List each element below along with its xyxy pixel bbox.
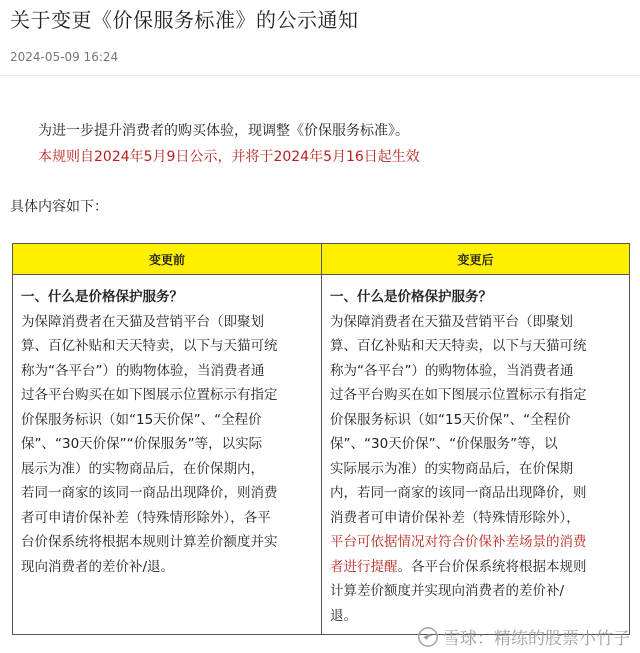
after-highlight-text: 者进行提醒 (330, 558, 398, 575)
snowball-logo-icon (417, 626, 439, 648)
after-line: 算、百亿补贴和天天特卖，以下与天猫可统 (330, 338, 587, 354)
before-line: 价保服务标识（如“15天价保”、“全程价 (21, 411, 262, 428)
after-line: 称为“各平台”）的购物体验，当消费者通 (330, 362, 574, 379)
article-title: 关于变更《价保服务标准》的公示通知 (10, 8, 359, 32)
before-line: 若同一商家的该同一商品出现降价，则消费 (21, 485, 278, 501)
after-highlight-line: 平台可依据情况对符合价保补差场景的消费 (330, 534, 587, 550)
after-line: 计算差价额度并实现向消费者的差价补/ (330, 583, 565, 599)
after-line: 消费者可申请价保补差（特殊情形除外）， (330, 509, 580, 526)
before-line: 称为“各平台”）的购物体验，当消费者通 (21, 362, 265, 379)
before-line: 台价保系统将根据本规则计算差价额度并实 (21, 534, 278, 550)
after-line: 为保障消费者在天猫及营销平台（即聚划 (330, 313, 573, 330)
watermark-text: 雪球：精练的股票小竹子 (443, 629, 630, 649)
before-line: 算、百亿补贴和天天特卖，以下与天猫可统 (21, 338, 278, 354)
after-line: 实际展示为准）的实物商品后，在价保期 (330, 460, 573, 477)
table-row (13, 275, 630, 635)
before-line: 现向消费者的差价补/退。 (21, 558, 175, 575)
effective-date-notice: 本规则自2024年5月9日公示，并将于2024年5月16日起生效 (38, 149, 420, 165)
before-section-title: 一、什么是价格保护服务？ (21, 289, 183, 305)
after-line: 保”、“30天价保”、“价保服务”等，以 (330, 436, 558, 452)
header-divider (0, 75, 640, 76)
after-line: 过各平台购买在如下图展示位置标示有指定 (330, 387, 587, 403)
after-line: 退。 (330, 607, 357, 624)
header-before: 变更前 (13, 244, 322, 275)
after-line: 价保服务标识（如“15天价保”、“全程价 (330, 411, 571, 428)
watermark (417, 624, 630, 649)
after-mixed-line (330, 555, 623, 580)
before-line: 为保障消费者在天猫及营销平台（即聚划 (21, 313, 264, 330)
before-line: 者可申请价保补差（特殊情形除外），各平 (21, 509, 271, 526)
after-section-title: 一、什么是价格保护服务？ (330, 289, 492, 305)
before-cell (13, 275, 322, 635)
before-line: 过各平台购买在如下图展示位置标示有指定 (21, 387, 278, 403)
content-heading: 具体内容如下： (10, 199, 108, 215)
before-line: 保”、“30天价保”“价保服务”等，以实际 (21, 436, 263, 452)
after-cell (322, 275, 630, 635)
after-continuation-text: 。各平台价保系统将根据本规则 (397, 558, 587, 575)
comparison-table (12, 243, 630, 635)
table-header-row (13, 244, 630, 275)
header-after: 变更后 (322, 244, 630, 275)
intro-paragraph: 为进一步提升消费者的购买体验，现调整《价保服务标准》。 (38, 123, 409, 139)
after-line: 内，若同一商家的该同一商品出现降价，则 (330, 485, 587, 501)
before-line: 展示为准）的实物商品后，在价保期内， (21, 460, 264, 477)
publish-date: 2024-05-09 16:24 (10, 50, 119, 64)
